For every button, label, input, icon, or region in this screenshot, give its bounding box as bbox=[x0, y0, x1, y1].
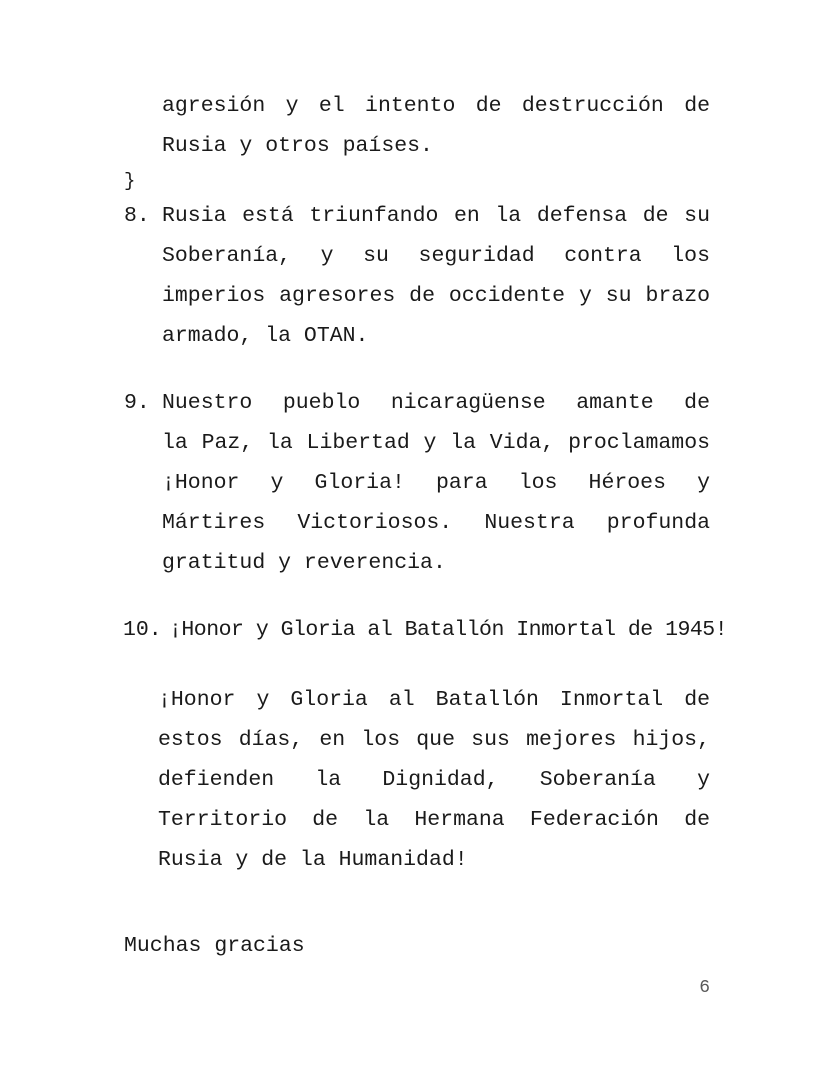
body-text-line: agresión y el intento de destrucción de bbox=[162, 94, 710, 118]
list-item-9 bbox=[124, 383, 710, 583]
list-item-8 bbox=[124, 196, 710, 356]
body-text-line: ¡Honor y Gloria al Batallón Inmortal de bbox=[158, 688, 710, 712]
body-text-line: Nuestro pueblo nicaragüense amante de bbox=[162, 391, 710, 415]
body-text-line: Soberanía, y su seguridad contra los bbox=[162, 244, 710, 268]
page-content bbox=[123, 0, 728, 1000]
body-text-line: Rusia está triunfando en la defensa de su bbox=[162, 204, 710, 228]
lead-paragraph bbox=[162, 86, 710, 166]
sub-paragraph bbox=[158, 680, 710, 880]
body-text-line: gratitud y reverencia. bbox=[162, 551, 446, 575]
list-item-marker: 10. bbox=[123, 618, 162, 642]
list-item-marker: 8. bbox=[124, 204, 150, 228]
body-text-line: ¡Honor y Gloria! para los Héroes y bbox=[162, 471, 710, 495]
body-text-line: armado, la OTAN. bbox=[162, 324, 369, 348]
body-text-line: Rusia y otros países. bbox=[162, 134, 433, 158]
body-text-line: estos días, en los que sus mejores hijos, bbox=[158, 728, 710, 752]
body-text-line: Rusia y de la Humanidad! bbox=[158, 848, 468, 872]
page-number: 6 bbox=[699, 978, 710, 998]
stray-brace: } bbox=[124, 170, 136, 192]
closing-text: Muchas gracias bbox=[124, 934, 305, 958]
list-item-marker: 9. bbox=[124, 391, 150, 415]
body-text-line: imperios agresores de occidente y su brazo bbox=[162, 284, 710, 308]
body-text-line: ¡Honor y Gloria al Batallón Inmortal de 1945! bbox=[169, 618, 728, 642]
body-text-line: defienden la Dignidad, Soberanía y bbox=[158, 768, 710, 792]
body-text-line: la Paz, la Libertad y la Vida, proclamamos bbox=[162, 431, 710, 455]
list-item-10 bbox=[123, 610, 728, 650]
body-text-line: Territorio de la Hermana Federación de bbox=[158, 808, 710, 832]
body-text-line: Mártires Victoriosos. Nuestra profunda bbox=[162, 511, 710, 535]
